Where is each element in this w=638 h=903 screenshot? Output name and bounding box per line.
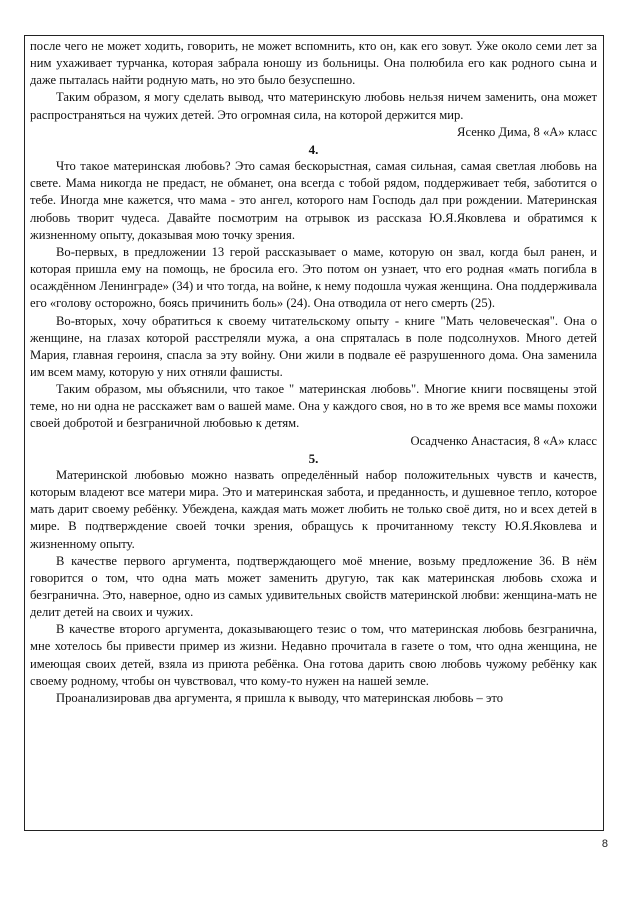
essay-number: 5. [308,450,319,466]
page-number: 8 [601,838,608,850]
paragraph: Таким образом, я могу сделать вывод, что материнскую любовь нельзя ничем заменить, она может распространяться на чужих детей. Это огромная сила, на которой держится мир. [30,90,597,122]
paragraph: Во-первых, в предложении 13 герой рассказывает о маме, которую он звал, когда был ранен, и которая пришла ему на помощь, не бросила его. Это потом он узнает, что его родная «мать погибла в осаждённом Ленинграде» (34) и что тогда, на войне, к нему подошла чужая женщина. Она поддерживала его «голову осторожно, боясь причинить боль» (24). Она отводила от него смерть (25). [30,244,597,311]
author-signature: Ясенко Дима, 8 «А» класс [457,124,597,139]
paragraph: Проанализировав два аргумента, я пришла к выводу, что материнская любовь – это [56,690,504,705]
paragraph: Что такое материнская любовь? Это самая бескорыстная, самая сильная, самая светлая любовь на свете. Мама никогда не предаст, не обманет, она всегда с тобой рядом, поддерживает тебя, заботится о тебе. Иногда мне кажется, что мама - это ангел, которого нам Господь дал при рождении. Материнская любовь творит чудеса. Давайте посмотрим на отрывок из рассказа Ю.Я.Яковлева и обратимся к жизненному опыту, доказывая мою точку зрения. [30,159,597,242]
paragraph: Таким образом, мы объяснили, что такое " материнская любовь". Многие книги посвящены этой теме, но ни одна не расскажет вам о вашей маме. Она у каждого своя, но в то же время все мамы похожи своей добротой и безграничной любовью к детям. [30,382,597,431]
text-frame [24,35,604,831]
author-signature: Осадченко Анастасия, 8 «А» класс [410,433,597,448]
paragraph: В качестве первого аргумента, подтверждающего моё мнение, возьму предложение 36. В нём говорится о том, что одна мать может заменить другую, так как материнская любовь схожа и безгранична. Это, наверное, одно из самых удивительных свойств материнской любви: женщина-мать не делит детей на своих и чужих. [30,553,597,620]
paragraph: после чего не может ходить, говорить, не может вспомнить, кто он, как его зовут. Уже около семи лет за ним ухаживает турчанка, которая забрала юношу из больницы. Она полюбила его как родного сына и даже пыталась найти родную мать, но это было безуспешно. [30,39,597,88]
paragraph: Во-вторых, хочу обратиться к своему читательскому опыту - книге "Мать человеческая". Она о женщине, на глазах которой расстреляли мужа, а она спряталась в поле подсолнухов. Много детей Мария, главная героиня, спасла за эту войну. Они жили в подвале её разрушенного дома. Она заменила им всем маму, которую у них отняли фашисты. [30,313,597,379]
essay-number: 4. [308,141,319,157]
paragraph: В качестве второго аргумента, доказывающего тезис о том, что материнская любовь безгранична, мне хотелось бы привести пример из жизни. Недавно прочитала в газете о том, что одна женщина, не имеющая своих детей, взяла из приюта ребёнка. Она готова дарить свою любовь чужому ребёнку как своему родному, чтобы он чувствовал, что кому-то нужен на нашей земле. [30,622,597,688]
paragraph: Материнской любовью можно назвать определённый набор положительных чувств и качеств, которым владеют все матери мира. Это и материнская забота, и преданность, и душевное тепло, которое мать дарит своему ребёнку. Убеждена, каждая мать может любить не только своё дитя, но и всех детей в мире. В подтверждение своей точки зрения, обращусь к прочитанному тексту Ю.Я.Яковлева и жизненному опыту. [30,467,597,551]
